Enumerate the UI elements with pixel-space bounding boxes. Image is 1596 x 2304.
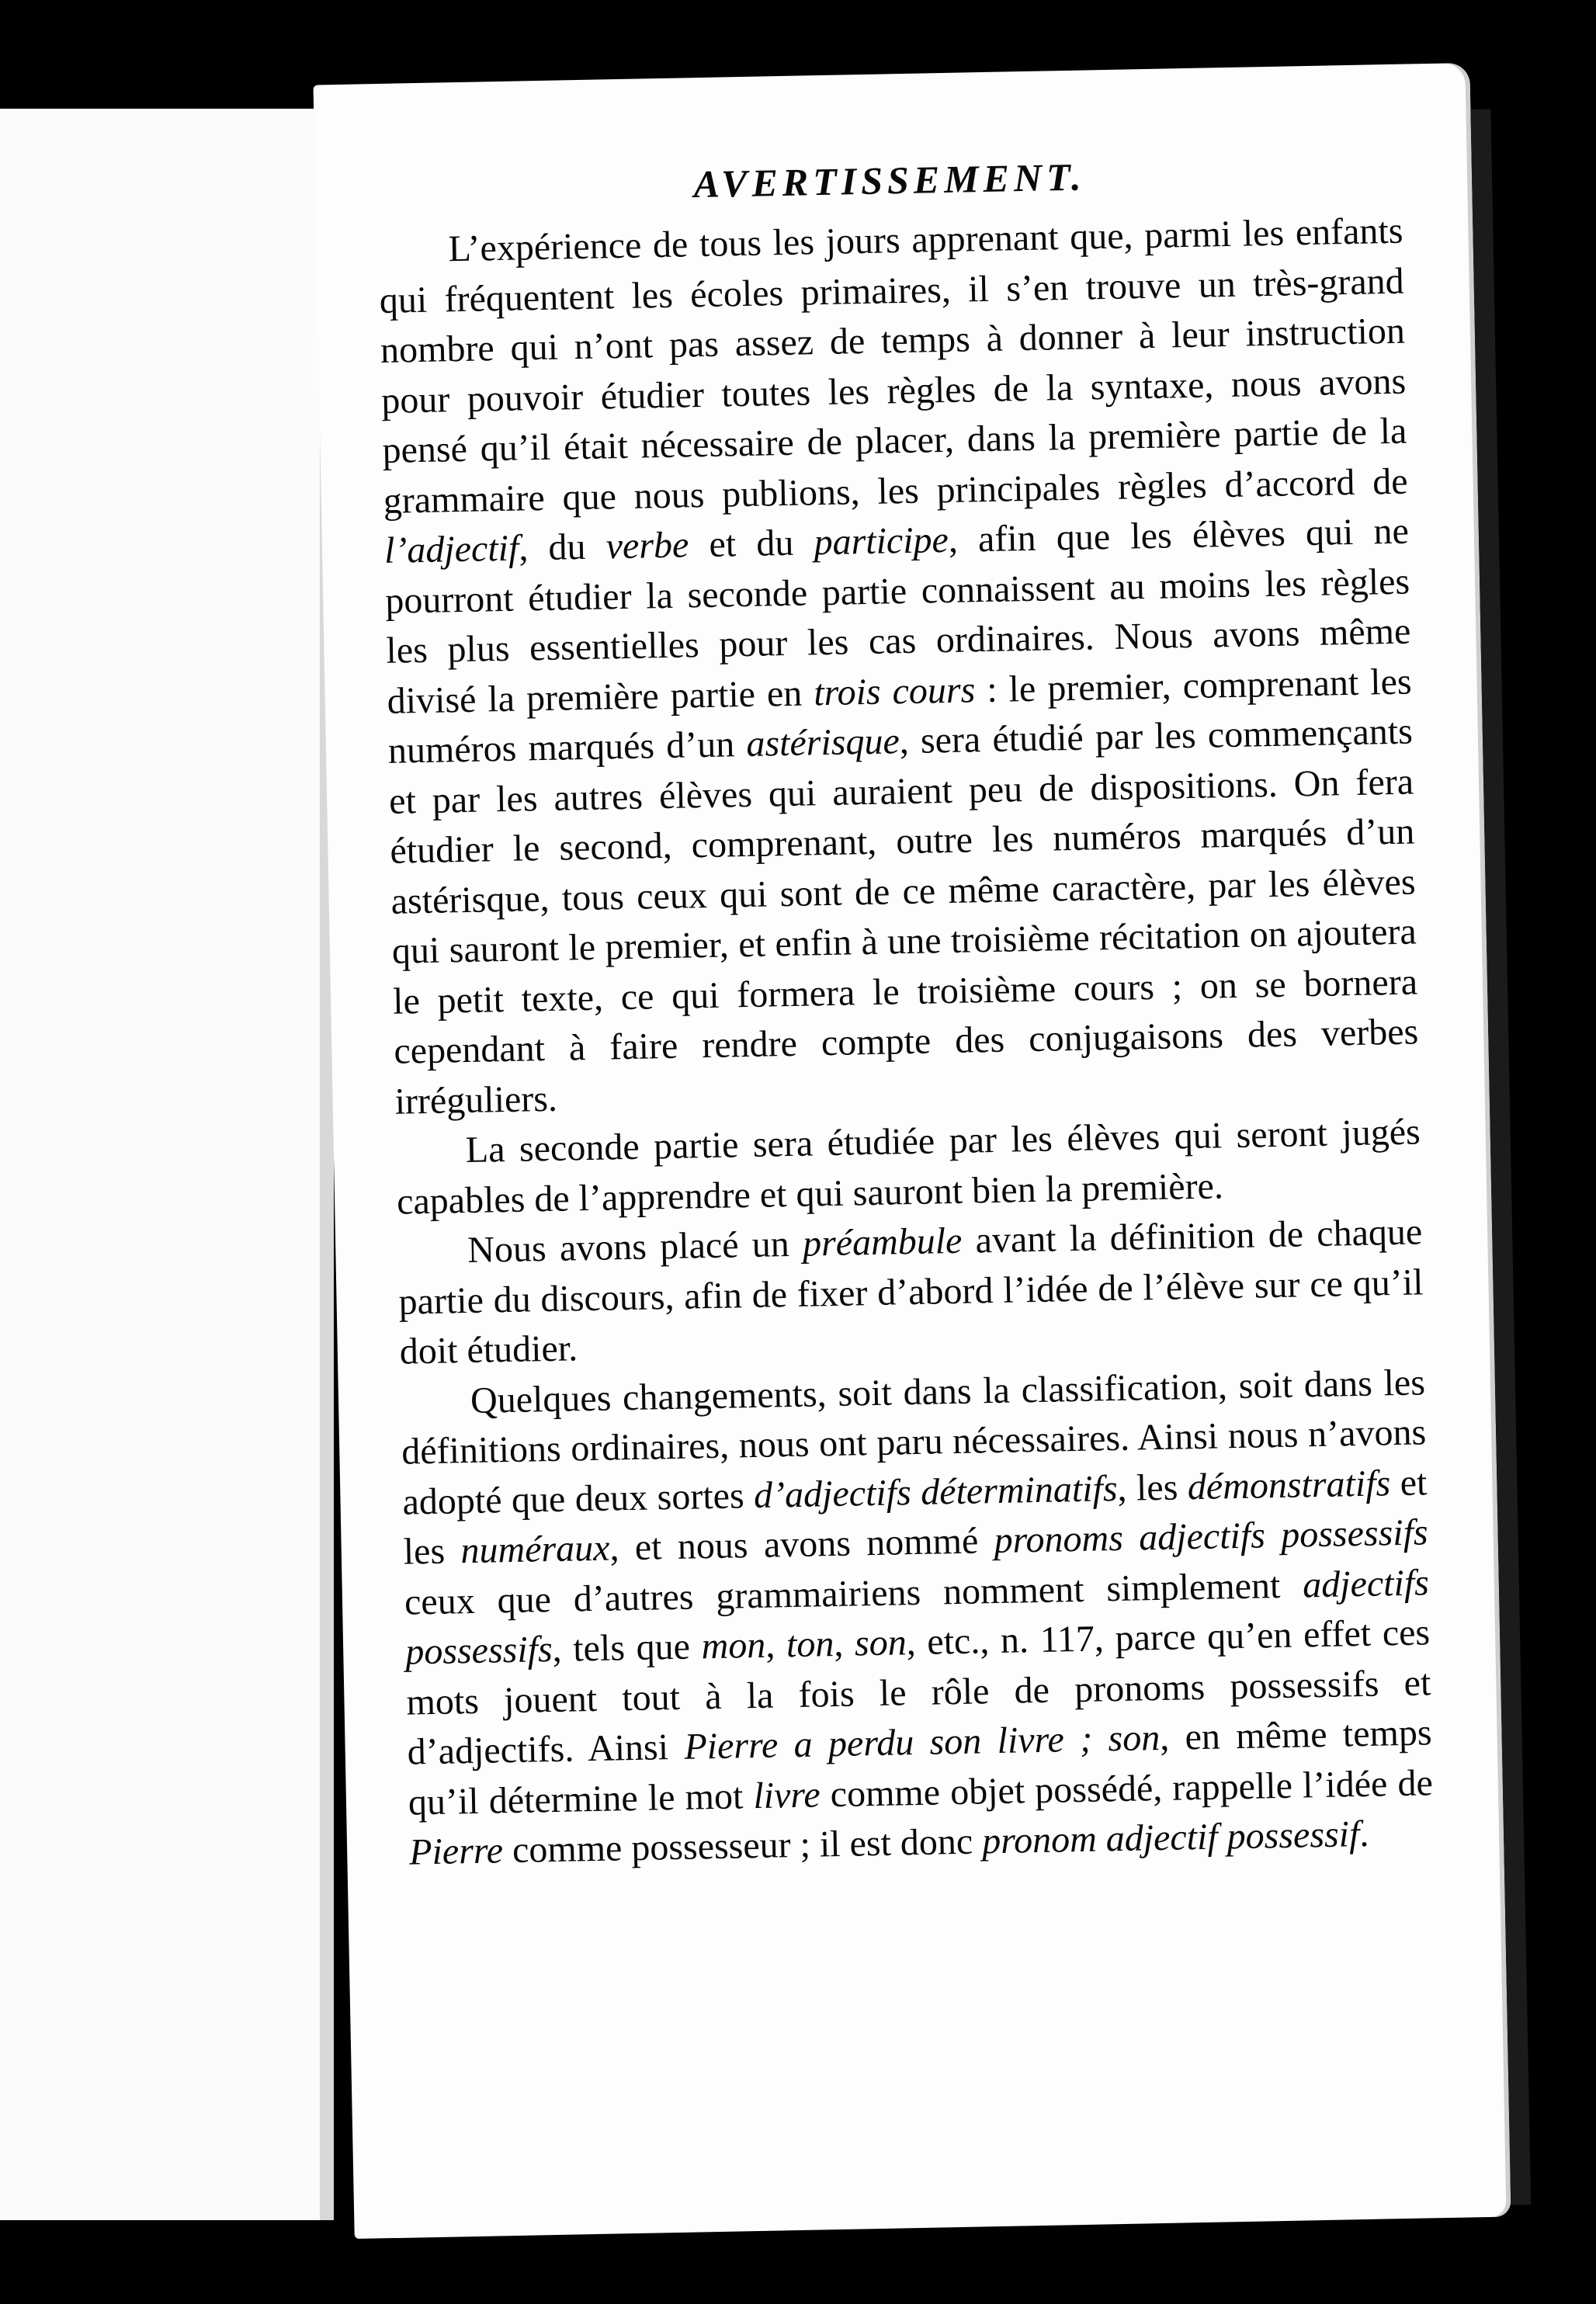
- text-run: comme possesseur ; il est donc: [502, 1820, 983, 1872]
- text-run: : le premier, comprenant les numéros marqués d’un: [387, 661, 1413, 772]
- text-run: Quelques changements, soit dans la classification, soit dans les définitions ordinaires, nous ont paru nécessaires. Ainsi nous n’avons adopté que deux sortes: [401, 1361, 1427, 1523]
- text-run: L’expérience de tous les jours apprenant que, parmi les enfants qui fréquentent les écoles primaires, il s’en trouve un très-grand nombre qui n’ont pas assez de temps à donner à leur instruction pour pouvoir étudier toutes les règles de la syntaxe, nous avons pensé qu’il était nécessaire de placer, dans la première partie de la grammaire que nous publions, les principales règles d’accord de: [379, 210, 1409, 522]
- text-run: comme objet possédé, rappelle l’idée de: [820, 1761, 1434, 1815]
- italic-run: Pierre a perdu son livre ; son: [683, 1717, 1161, 1768]
- text-run: avant la définition de chaque partie du discours, afin de fixer d’abord l’idée de l’élève sur ce qu’il doit étudier.: [398, 1211, 1424, 1372]
- page-text-block: [377, 150, 1435, 1878]
- italic-run: démonstratifs: [1187, 1462, 1391, 1508]
- italic-run: pronoms adjectifs possessifs: [994, 1511, 1429, 1562]
- text-run: , du: [518, 526, 607, 569]
- text-run: , etc., n. 117, parce qu’en effet ces mots jouent tout à la fois le rôle de pronoms possessifs et d’adjectifs. Ainsi: [406, 1612, 1431, 1773]
- text-run: et du: [688, 522, 815, 566]
- italic-run: astérisque: [745, 720, 900, 765]
- right-page: [314, 63, 1511, 2239]
- text-run: , sera étudié par les commençants et par les autres élèves qui auraient peu de dispositions. On fera étudier le second, comprenant, outre les numéros marqués d’un astérisque, tous ceux qui sont de ce même caractère, par les élèves qui sauront le premier, et enfin à une troisième récitation on ajoutera le petit texte, ce qui formera le troisième cours ; on se bornera cependant à faire rendre compte des conjugaisons des verbes irréguliers.: [388, 710, 1419, 1123]
- text-run: ,: [765, 1624, 787, 1666]
- paragraph-1: [378, 206, 1420, 1127]
- text-run: , en même temps qu’il détermine le mot: [408, 1712, 1433, 1823]
- paragraph-3: [397, 1207, 1424, 1377]
- page-edge-shadow: [1470, 109, 1531, 2205]
- italic-run: verbe: [605, 524, 689, 567]
- italic-run: livre: [752, 1773, 821, 1816]
- italic-run: ton: [786, 1623, 834, 1666]
- text-run: ,: [833, 1622, 855, 1665]
- italic-run: numéraux: [460, 1527, 610, 1572]
- text-run: , les: [1116, 1466, 1188, 1509]
- italic-run: Pierre: [408, 1830, 504, 1873]
- italic-run: mon: [701, 1624, 766, 1667]
- paragraph-2: [395, 1107, 1421, 1227]
- italic-run: participe: [814, 519, 949, 564]
- paragraph-4: [400, 1358, 1434, 1878]
- italic-run: son: [854, 1622, 907, 1664]
- italic-run: l’adjectif: [383, 527, 519, 571]
- text-run: , tels que: [552, 1626, 703, 1671]
- page-title: AVERTISSEMENT.: [692, 154, 1087, 206]
- text-run: ceux que d’autres grammairiens nomment simplement: [404, 1563, 1303, 1623]
- italic-run: préambule: [802, 1220, 963, 1265]
- text-run: et les: [403, 1461, 1428, 1573]
- left-page-blank: [0, 109, 334, 2220]
- italic-run: pronom adjectif possessif: [981, 1813, 1360, 1862]
- italic-run: trois cours: [813, 668, 976, 713]
- text-run: Nous avons placé un: [467, 1223, 803, 1272]
- text-run: La seconde partie sera étudiée par les élèves qui seront jugés capables de l’apprendre et qui sauront bien la première.: [396, 1111, 1421, 1223]
- text-run: .: [1358, 1813, 1369, 1855]
- text-run: , afin que les élèves qui ne pourront étudier la seconde partie connaissent au moins les règles les plus essentielles pour les cas ordinaires. Nous avons même divisé la première partie en: [384, 510, 1411, 722]
- italic-run: adjectifs possessifs: [404, 1561, 1430, 1673]
- italic-run: d’adjectifs déterminatifs: [753, 1467, 1118, 1516]
- text-run: , et nous avons nommé: [609, 1520, 995, 1569]
